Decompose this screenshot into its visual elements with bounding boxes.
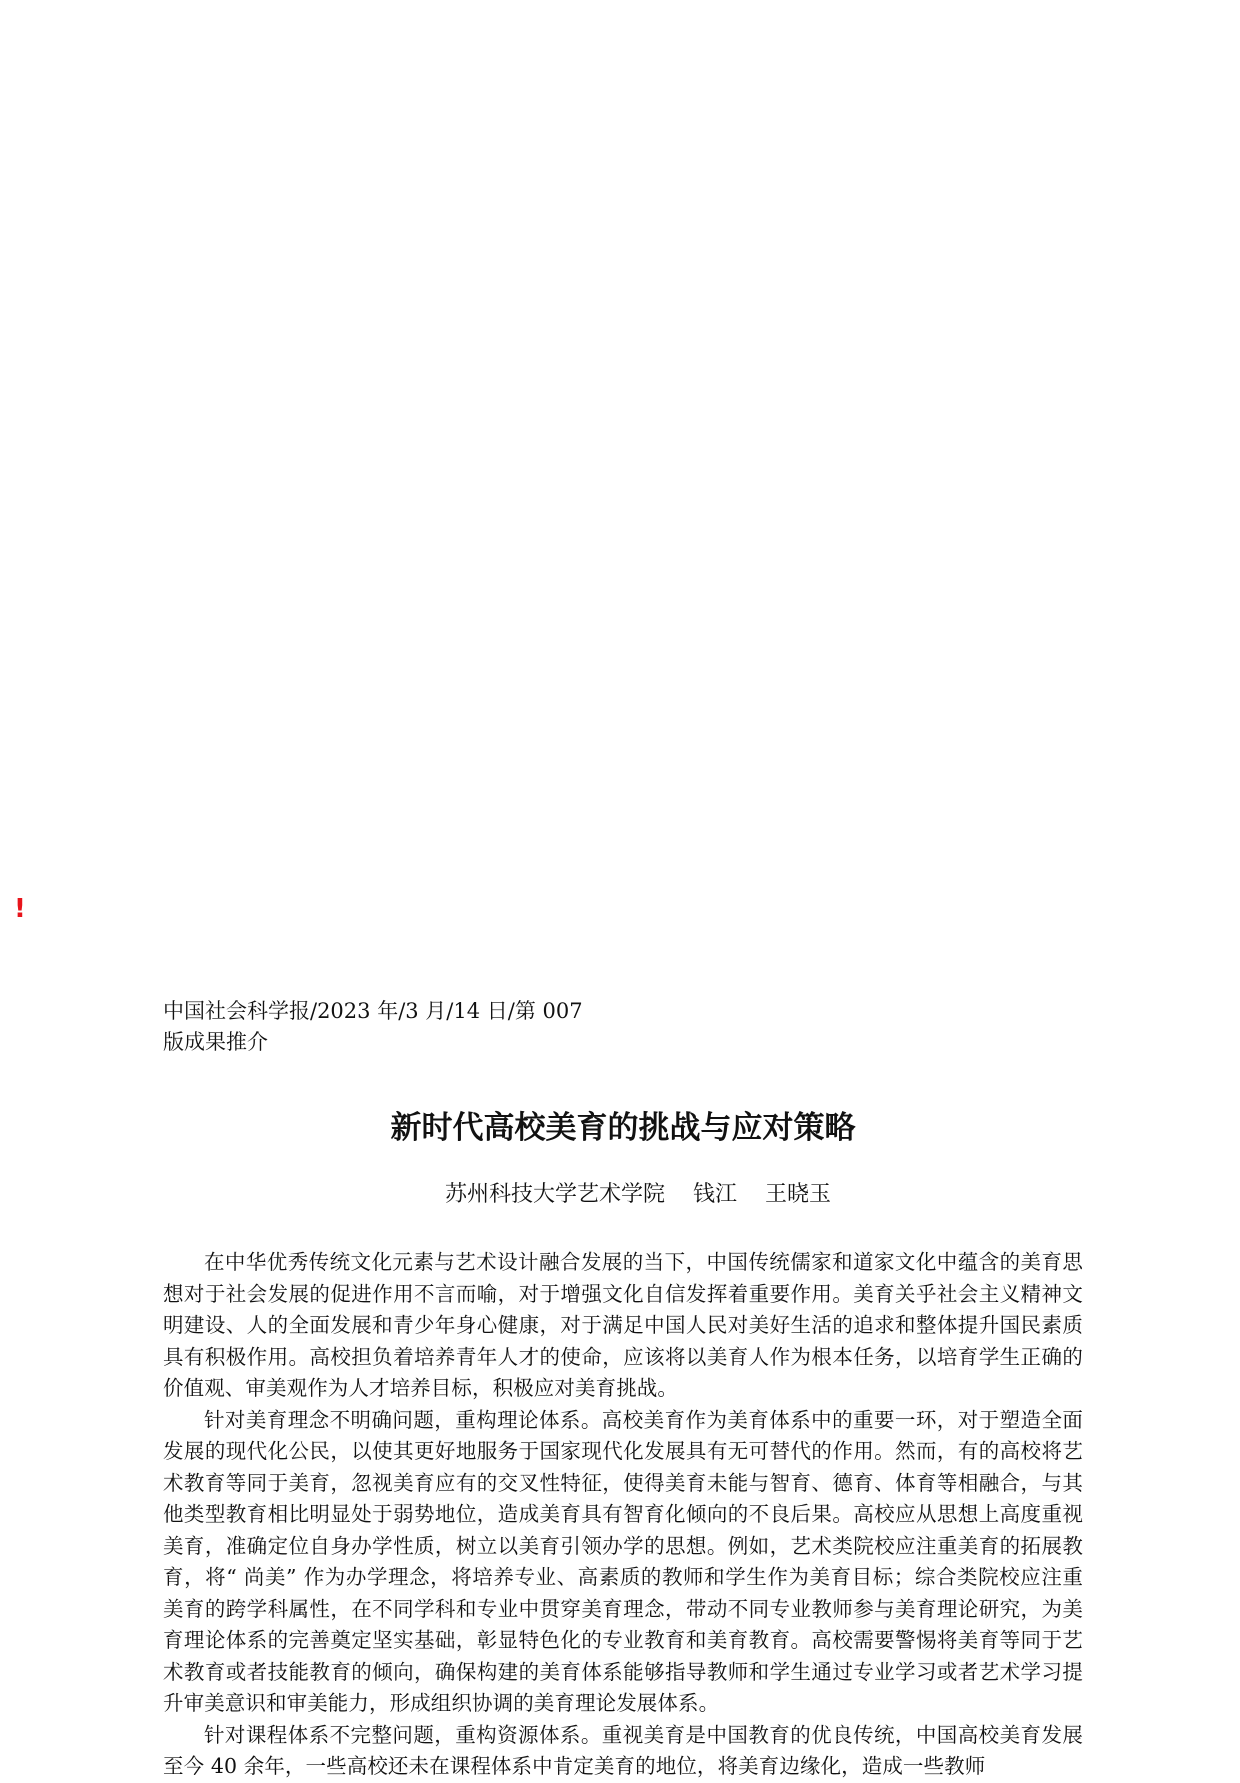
paragraph-1: 在中华优秀传统文化元素与艺术设计融合发展的当下，中国传统儒家和道家文化中蕴含的美育思想对于社会发展的促进作用不言而喻，对于增强文化自信发挥着重要作用。美育关乎社会主义精神文明建设、人的全面发展和青少年身心健康，对于满足中国人民对美好生活的追求和整体提升国民素质具有积极作用。高校担负着培养青年人才的使命，应该将以美育人作为根本任务，以培育学生正确的价值观、审美观作为人才培养目标，积极应对美育挑战。 bbox=[163, 1250, 1083, 1400]
paragraph-3: 针对课程体系不完整问题，重构资源体系。重视美育是中国教育的优良传统，中国高校美育发展至今 40 余年，一些高校还未在课程体系中肯定美育的地位，将美育边缘化，造成一些教师 bbox=[163, 1722, 1083, 1778]
red-exclamation-mark: ! bbox=[14, 894, 26, 924]
paragraph-2: 针对美育理念不明确问题，重构理论体系。高校美育作为美育体系中的重要一环，对于塑造全面发展的现代化公民，以使其更好地服务于国家现代化发展具有无可替代的作用。然而，有的高校将艺术教育等同于美育，忽视美育应有的交叉性特征，使得美育未能与智育、德育、体育等相融合，与其他类型教育相比明显处于弱势地位，造成美育具有智育化倾向的不良后果。高校应从思想上高度重视美育，准确定位自身办学性质，树立以美育引领办学的思想。例如，艺术类院校应注重美育的拓展教育，将“ 尚美” 作为办学理念，将培养专业、高素质的教师和学生作为美育目标；综合类院校应注重美育的跨学科属性，在不同学科和专业中贯穿美育理念，带动不同专业教师参与美育理论研究，为美育理论体系的完善奠定坚实基础，彰显特色化的专业教育和美育教育。高校需要警惕将美育等同于艺术教育或者技能教育的倾向，确保构建的美育体系能够指导教师和学生通过专业学习或者艺术学习提升审美意识和审美能力，形成组织协调的美育理论发展体系。 bbox=[163, 1407, 1083, 1715]
article bbox=[163, 996, 1083, 1783]
article-title: 新时代高校美育的挑战与应对策略 bbox=[390, 1110, 856, 1146]
article-body bbox=[163, 1247, 1083, 1783]
article-byline: 苏州科技大学艺术学院 钱江 王晓玉 bbox=[445, 1182, 831, 1207]
source-line: 中国社会科学报/2023 年/3 月/14 日/第 007 版成果推介 bbox=[163, 999, 583, 1054]
